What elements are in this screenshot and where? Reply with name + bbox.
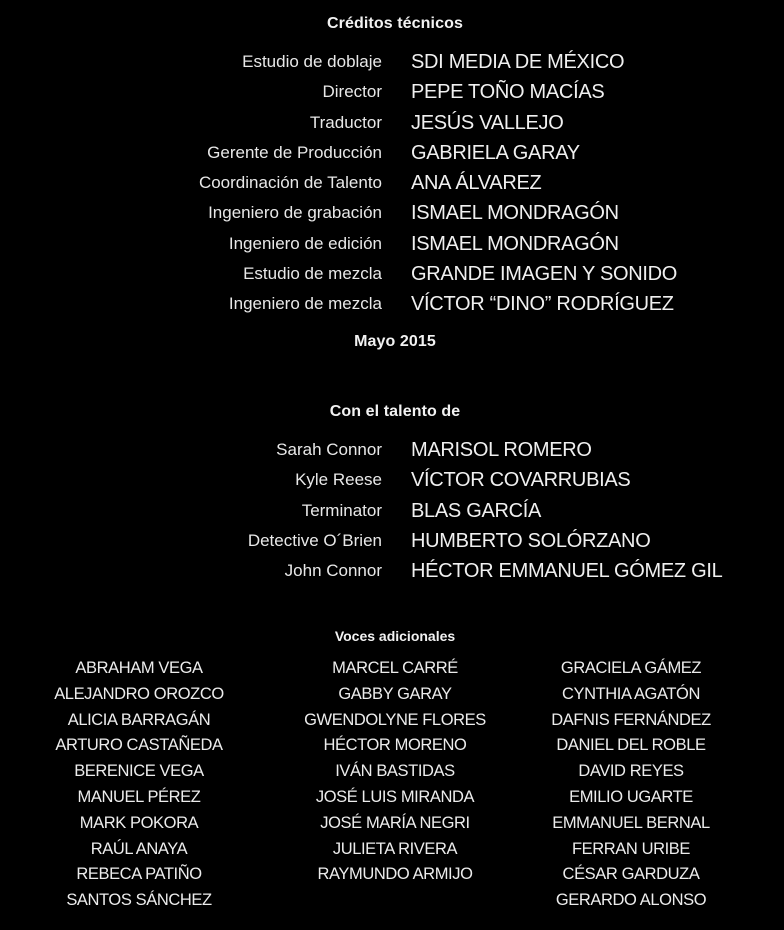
voice-actor-name: RAYMUNDO ARMIJO xyxy=(317,865,473,884)
credit-row xyxy=(0,168,784,198)
talent-credits-list xyxy=(0,435,784,586)
credit-role: Estudio de mezcla xyxy=(243,263,382,283)
voice-actor-name: REBECA PATIÑO xyxy=(76,865,202,884)
voices-column-2 xyxy=(265,655,525,887)
credit-role: Terminator xyxy=(301,500,382,520)
technical-credits-heading: Créditos técnicos xyxy=(327,15,463,32)
voice-actor-name: BERENICE VEGA xyxy=(74,762,204,781)
credit-role: Coordinación de Talento xyxy=(198,173,382,192)
technical-credits-list xyxy=(0,47,784,319)
voice-actor-name: DAVID REYES xyxy=(578,762,684,781)
voices-column-1 xyxy=(9,655,269,913)
credit-role: Director xyxy=(322,82,382,102)
voice-actor-name: JOSÉ LUIS MIRANDA xyxy=(315,787,475,806)
voice-actor-name: JULIETA RIVERA xyxy=(332,839,458,858)
voice-actor-name: JOSÉ MARÍA NEGRI xyxy=(320,813,470,832)
credit-name: PEPE TOÑO MACÍAS xyxy=(411,81,605,104)
voice-actor-name: CÉSAR GARDUZA xyxy=(562,865,700,884)
credit-row xyxy=(0,435,784,465)
credit-name: SDI MEDIA DE MÉXICO xyxy=(411,51,625,73)
voice-actor-name: HÉCTOR MORENO xyxy=(323,736,467,755)
additional-voices-heading: Voces adicionales xyxy=(334,628,456,644)
credit-role: Ingeniero de mezcla xyxy=(228,294,382,313)
credit-name: JESÚS VALLEJO xyxy=(411,111,564,134)
credit-row xyxy=(0,198,784,228)
credit-name: HUMBERTO SOLÓRZANO xyxy=(411,529,651,552)
credit-name: MARISOL ROMERO xyxy=(411,439,592,461)
credit-row xyxy=(0,259,784,289)
credit-role: John Connor xyxy=(284,561,382,580)
voice-actor-name: GABBY GARAY xyxy=(338,684,452,703)
credit-name: VÍCTOR “DINO” RODRÍGUEZ xyxy=(411,293,674,315)
voice-actor-name: ABRAHAM VEGA xyxy=(75,659,203,677)
credit-name: ANA ÁLVAREZ xyxy=(411,172,542,194)
voice-actor-name: EMILIO UGARTE xyxy=(569,787,693,806)
voice-actor-name: SANTOS SÁNCHEZ xyxy=(66,891,212,910)
credit-row xyxy=(0,77,784,107)
voice-actor-name: ARTURO CASTAÑEDA xyxy=(55,736,223,755)
credit-row xyxy=(0,138,784,168)
credit-row xyxy=(0,496,784,526)
credit-name: GRANDE IMAGEN Y SONIDO xyxy=(411,262,678,285)
voice-actor-name: MANUEL PÉREZ xyxy=(77,787,201,806)
voice-actor-name: DAFNIS FERNÁNDEZ xyxy=(551,710,711,729)
additional-voices-grid xyxy=(0,655,784,915)
credit-role: Estudio de doblaje xyxy=(242,52,382,71)
credit-name: VÍCTOR COVARRUBIAS xyxy=(411,469,631,492)
credit-row xyxy=(0,556,784,586)
voice-actor-name: DANIEL DEL ROBLE xyxy=(556,736,706,755)
credit-row xyxy=(0,108,784,138)
voice-actor-name: IVÁN BASTIDAS xyxy=(335,762,455,781)
credit-name: ISMAEL MONDRAGÓN xyxy=(411,232,619,255)
voice-actor-name: EMMANUEL BERNAL xyxy=(552,813,710,832)
credit-role: Detective O´Brien xyxy=(247,530,382,550)
credit-name: HÉCTOR EMMANUEL GÓMEZ GIL xyxy=(411,560,723,582)
credit-role: Gerente de Producción xyxy=(207,142,382,162)
voice-actor-name: ALEJANDRO OROZCO xyxy=(54,684,224,703)
credit-role: Traductor xyxy=(309,112,382,132)
credit-name: ISMAEL MONDRAGÓN xyxy=(411,202,619,225)
credit-name: GABRIELA GARAY xyxy=(411,141,580,164)
credits-date: Mayo 2015 xyxy=(354,333,436,350)
voice-actor-name: GRACIELA GÁMEZ xyxy=(560,659,702,677)
talent-heading: Con el talento de xyxy=(329,403,461,420)
credit-name: BLAS GARCÍA xyxy=(411,499,542,522)
voice-actor-name: MARCEL CARRÉ xyxy=(332,659,458,677)
credit-row xyxy=(0,465,784,495)
credit-row xyxy=(0,47,784,77)
credit-row xyxy=(0,229,784,259)
voice-actor-name: GERARDO ALONSO xyxy=(555,891,707,910)
voice-actor-name: ALICIA BARRAGÁN xyxy=(67,710,211,729)
credit-role: Sarah Connor xyxy=(276,440,382,459)
credit-role: Ingeniero de edición xyxy=(228,233,382,253)
voices-column-3 xyxy=(501,655,761,913)
credit-role: Ingeniero de grabación xyxy=(208,203,382,223)
voice-actor-name: RAÚL ANAYA xyxy=(90,839,188,858)
voice-actor-name: GWENDOLYNE FLORES xyxy=(304,710,486,729)
credit-row xyxy=(0,526,784,556)
credit-role: Kyle Reese xyxy=(295,470,382,490)
voice-actor-name: MARK POKORA xyxy=(79,813,199,832)
voice-actor-name: FERRAN URIBE xyxy=(571,839,691,858)
credit-row xyxy=(0,289,784,319)
voice-actor-name: CYNTHIA AGATÓN xyxy=(561,684,701,703)
